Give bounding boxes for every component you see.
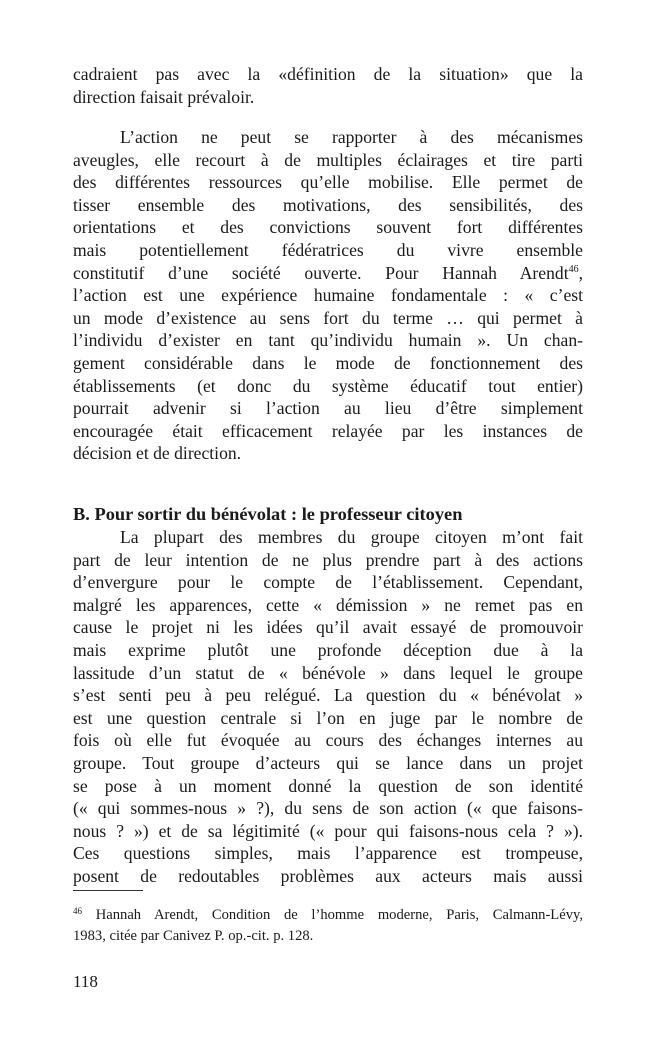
- line-text: constitutif d’une société ouverte. Pour Hannah Arendt: [73, 262, 569, 283]
- text-line: encouragée était efficacement relayée par les instances de: [73, 420, 583, 441]
- paragraph-benevolat: [73, 526, 583, 888]
- text-line: établissements (et donc du système éducatif tout entier): [73, 375, 583, 396]
- text-line: nous ? ») et de sa légitimité (« pour qui faisons-nous cela ? »).: [73, 820, 583, 841]
- text-line: (« qui sommes-nous » ?), du sens de son action (« que faisons-: [73, 798, 583, 819]
- footnote-line: 1983, citée par Canivez P. op.-cit. p. 128.: [73, 928, 314, 944]
- text-line: orientations et des convictions souvent fort différentes: [73, 217, 583, 238]
- text-line: gement considérable dans le mode de fonctionnement des: [73, 352, 583, 373]
- text-line: groupe. Tout groupe d’acteurs qui se lance dans un projet: [73, 752, 583, 773]
- text-line: lassitude d’un statut de « bénévole » dans lequel le groupe: [73, 662, 583, 683]
- text-line: des différentes ressources qu’elle mobilise. Elle permet de: [73, 172, 583, 193]
- paragraph-continuation: [73, 63, 583, 108]
- text-line: l’individu d’exister en tant qu’individu humain ». Un chan-: [73, 330, 583, 351]
- text-line: un mode d’existence au sens fort du terme … qui permet à: [73, 307, 583, 328]
- section-heading: B. Pour sortir du bénévolat : le professeur citoyen: [73, 504, 463, 524]
- text-line: l’action est une expérience humaine fondamentale : « c’est: [73, 285, 583, 306]
- line-text: ,: [578, 262, 583, 283]
- text-line: cause le projet ni les idées qu’il avait essayé de promouvoir: [73, 617, 583, 638]
- text-line: mais potentiellement fédératrices du vivre ensemble: [73, 239, 583, 260]
- text-line: part de leur intention de ne plus prendre part à des actions: [73, 549, 583, 570]
- text-line: tisser ensemble des motivations, des sensibilités, des: [73, 194, 583, 215]
- text-line: L’action ne peut se rapporter à des mécanismes: [120, 127, 583, 147]
- text-line: direction faisait prévaloir.: [73, 86, 255, 107]
- page-number: 118: [73, 972, 98, 991]
- text-line: cadraient pas avec la «définition de la situation» que la: [73, 64, 583, 84]
- text-line: est une question centrale si l’on en juge par le nombre de: [73, 707, 583, 728]
- text-line: se pose à un moment donné la question de son identité: [73, 775, 583, 796]
- footnote: [73, 905, 583, 947]
- text-line: décision et de direction.: [73, 443, 242, 464]
- paragraph-action: [73, 126, 583, 465]
- footnote-marker: 46: [73, 906, 82, 916]
- text-line: pourrait advenir si l’action au lieu d’être simplement: [73, 398, 583, 419]
- text-line: [73, 262, 583, 285]
- footnote-reference[interactable]: 46: [568, 263, 579, 275]
- footnote-divider: [73, 890, 143, 891]
- footnote-line: [73, 905, 583, 926]
- text-line: malgré les apparences, cette « démission » ne remet pas en: [73, 594, 583, 615]
- text-line: posent de redoutables problèmes aux acteurs mais aussi: [73, 865, 583, 886]
- text-line: s’est senti peu à peu relégué. La question du « bénévolat »: [73, 685, 583, 706]
- text-line: La plupart des membres du groupe citoyen m’ont fait: [120, 527, 583, 547]
- text-line: fois où elle fut évoquée au cours des échanges internes au: [73, 730, 583, 751]
- text-line: aveugles, elle recourt à de multiples éclairages et tire parti: [73, 149, 583, 170]
- text-line: Ces questions simples, mais l’apparence est trompeuse,: [73, 843, 583, 864]
- text-line: d’envergure pour le compte de l’établissement. Cependant,: [73, 572, 583, 593]
- text-line: mais exprime plutôt une profonde déception due à la: [73, 639, 583, 660]
- footnote-text: Hannah Arendt, Condition de l’homme moderne, Paris, Calmann-Lévy,: [82, 907, 583, 923]
